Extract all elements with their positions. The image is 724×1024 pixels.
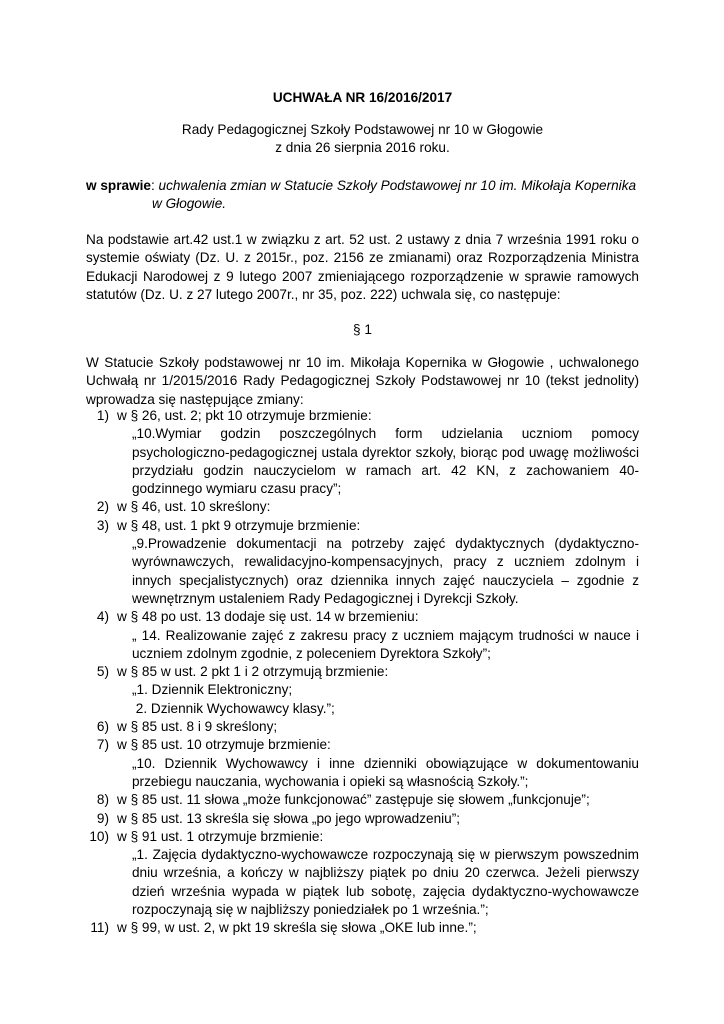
list-item	[86, 919, 639, 937]
item-subline: „1. Dziennik Elektroniczny;	[132, 682, 293, 698]
subtitle-issuer: Rady Pedagogicznej Szkoły Podstawowej nr 10 w Głogowie	[181, 122, 544, 137]
item-heading: w § 91 ust. 1 otrzymuje brzmienie:	[117, 828, 324, 844]
item-heading: w § 99, w ust. 2, w pkt 19 skreśla się słowa „OKE lub inne.”;	[117, 920, 477, 936]
item-text: „1. Zajęcia dydaktyczno-wychowawcze rozpoczynają się w pierwszym powszednim dniu września, a kończy w najbliższy piątek po dniu 20 czerwca. Jeżeli pierwszy dzień września wypada w piątek lub sobotę, zajęcia dydaktyczno-wychowawcze rozpoczynają się w najbliższy poniedziałek po 1 września.”;	[132, 847, 639, 918]
item-heading: w § 85 ust. 10 otrzymuje brzmienie:	[117, 737, 331, 753]
list-item	[86, 828, 639, 919]
item-heading: w § 48, ust. 1 pkt 9 otrzymuje brzmienie:	[117, 517, 361, 533]
list-item	[86, 810, 639, 828]
list-item	[86, 718, 639, 736]
item-heading: w § 26, ust. 2; pkt 10 otrzymuje brzmienie:	[117, 408, 372, 423]
item-number: 9)	[96, 810, 109, 826]
section-mark: § 1	[353, 322, 372, 337]
item-number: 7)	[96, 737, 109, 753]
item-heading: w § 85 ust. 8 i 9 skreślony;	[117, 719, 278, 735]
item-text: „ 14. Realizowanie zajęć z zakresu pracy z uczniem mającym trudności w nauce i uczniem zdolnym zgodnie, z poleceniem Dyrektora Szkoły”;	[132, 627, 639, 661]
list-item	[86, 498, 639, 516]
item-heading: w § 85 ust. 13 skreśla się słowa „po jego wprowadzeniu”;	[117, 810, 461, 826]
item-number: 1)	[96, 408, 109, 423]
item-number: 10)	[89, 828, 109, 844]
intro-paragraph: W Statucie Szkoły podstawowej nr 10 im. Mikołaja Kopernika w Głogowie , uchwalonego Uchwałą nr 1/2015/2016 Rady Pedagogicznej Szkoły Podstawowej nr 10 (tekst jednolity) wprowadza się następujące zmiany:	[86, 355, 639, 407]
list-item	[86, 736, 639, 791]
list-item	[86, 407, 639, 498]
item-number: 4)	[96, 609, 109, 625]
list-item	[86, 517, 639, 608]
list-item	[86, 791, 639, 809]
item-heading: w § 85 w ust. 2 pkt 1 i 2 otrzymują brzmienie:	[117, 664, 389, 680]
item-heading: w § 85 ust. 11 słowa „może funkcjonować” zastępuje się słowem „funkcjonuje”;	[117, 792, 590, 808]
matter-colon: :	[150, 178, 159, 193]
resolution-subtitle	[86, 121, 639, 157]
list-item	[86, 608, 639, 663]
item-heading: w § 46, ust. 10 skreślony:	[117, 499, 271, 515]
subtitle-date: z dnia 26 sierpnia 2016 roku.	[275, 140, 450, 155]
matter-subject-continued: w Głogowie.	[152, 196, 227, 211]
legal-basis-paragraph: Na podstawie art.42 ust.1 w związku z art. 52 ust. 2 ustawy z dnia 7 września 1991 roku o systemie oświaty (Dz. U. z 2015r., poz. 2156 ze zmianami) oraz Rozporządzenia Ministra Edukacji Narodowej z 9 lutego 2007 zmieniającego rozporządzenie w sprawie ramowych statutów (Dz. U. z 27 lutego 2007r., nr 35, poz. 222) uchwala się, co następuje:	[86, 232, 639, 302]
item-text	[114, 681, 639, 718]
matter-label: w sprawie	[86, 178, 151, 193]
item-number: 8)	[96, 792, 109, 808]
item-text: „9.Prowadzenie dokumentacji na potrzeby zajęć dydaktycznych (dydaktyczno-wyrównawczych, rewalidacyjno-kompensacyjnych, pracy z uczniem zdolnym i innych specjalistycznych) oraz dziennika innych zajęć nauczyciela – zgodnie z wewnętrznym ustaleniem Rady Pedagogicznej i Dyrekcji Szkoły.	[132, 536, 639, 606]
item-subline: 2. Dziennik Wychowawcy klasy.”;	[132, 700, 335, 716]
list-item	[86, 663, 639, 718]
matter-subject: uchwalenia zmian w Statucie Szkoły Podstawowej nr 10 im. Mikołaja Kopernika	[158, 178, 637, 193]
item-number: 6)	[96, 719, 109, 735]
item-text: „10.Wymiar godzin poszczególnych form udzielania uczniom pomocy psychologiczno-pedagogicznej ustala dyrektor szkoły, biorąc pod uwagę możliwości przydziału godzin nauczycielom w ramach art. 42 KN, z zachowaniem 40-godzinnego wymiaru czasu pracy”;	[132, 426, 639, 497]
item-number: 11)	[90, 920, 109, 936]
item-heading: w § 48 po ust. 13 dodaje się ust. 14 w brzemieniu:	[117, 609, 419, 625]
item-text: „10. Dziennik Wychowawcy i inne dzienniki obowiązujące w dokumentowaniu przebiegu nauczania, wychowania i opieki są własnością Szkoły.”;	[132, 755, 639, 789]
resolution-matter	[86, 177, 639, 213]
item-number: 5)	[96, 664, 109, 680]
item-number: 3)	[96, 517, 109, 533]
amendments-list	[86, 407, 639, 938]
item-number: 2)	[96, 499, 109, 515]
resolution-title: UCHWAŁA NR 16/2016/2017	[272, 90, 453, 105]
